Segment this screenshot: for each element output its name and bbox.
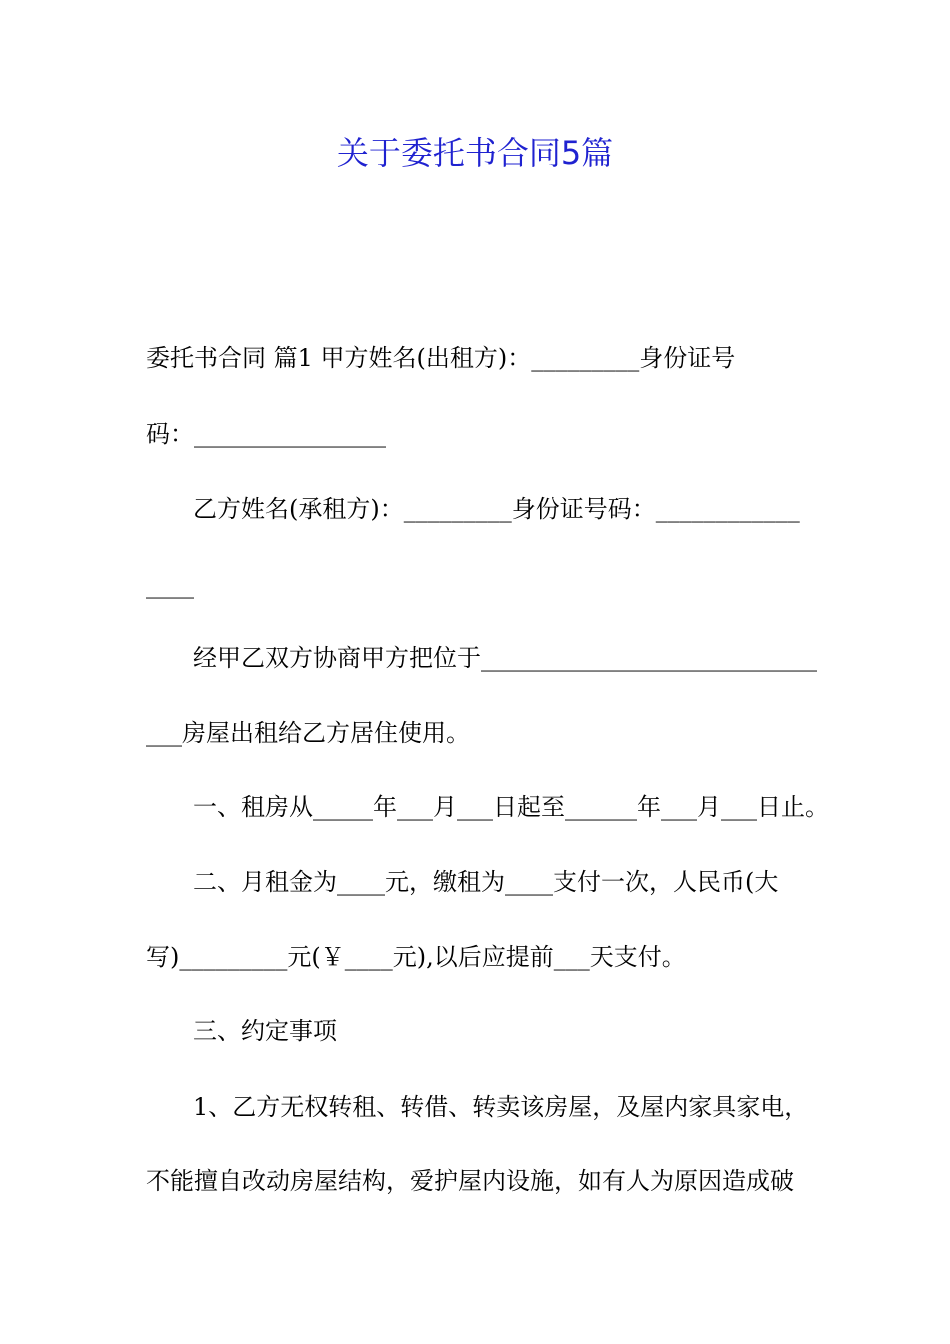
paragraph-line-8: 二、月租金为____元，缴租为____支付一次，人民币(大 — [193, 868, 779, 896]
paragraph-line-7: 一、租房从_____年___月___日起至______年___月___日止。 — [193, 793, 829, 821]
paragraph-line-11: 1、乙方无权转租、转借、转卖该房屋，及屋内家具家电， — [193, 1093, 809, 1121]
paragraph-line-10: 三、约定事项 — [193, 1017, 337, 1045]
paragraph-line-9: 写)_________元(￥____元),以后应提前___天支付。 — [146, 943, 686, 971]
document-title: 关于委托书合同5篇 — [336, 134, 614, 172]
paragraph-line-4: ____ — [146, 571, 194, 599]
paragraph-line-1: 委托书合同 篇1 甲方姓名(出租方)：_________身份证号 — [146, 344, 736, 372]
paragraph-line-3: 乙方姓名(承租方)：_________身份证号码：____________ — [193, 495, 800, 523]
paragraph-line-2: 码：________________ — [146, 420, 386, 448]
paragraph-line-5: 经甲乙双方协商甲方把位于____________________________ — [193, 644, 817, 672]
paragraph-line-6: ___房屋出租给乙方居住使用。 — [146, 719, 470, 747]
paragraph-line-12: 不能擅自改动房屋结构，爱护屋内设施，如有人为原因造成破 — [146, 1167, 794, 1195]
